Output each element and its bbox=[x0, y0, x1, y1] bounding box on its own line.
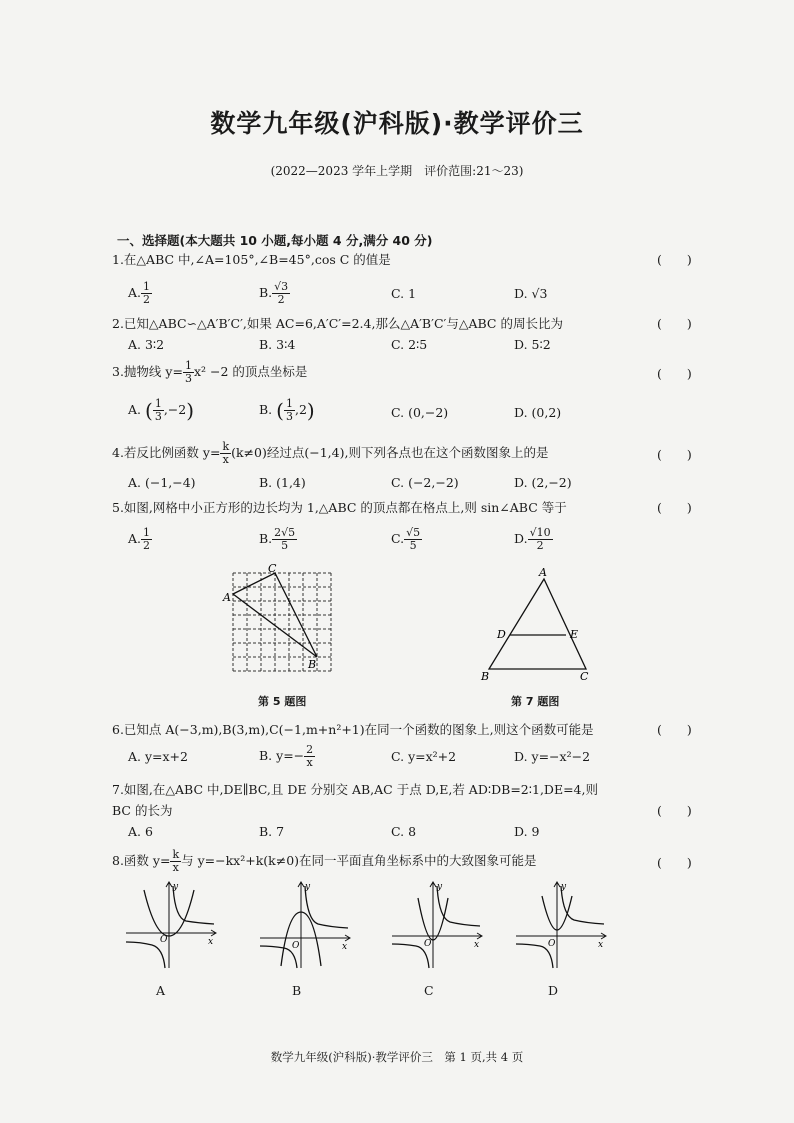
section-heading: 一、选择题(本大题共 10 小题,每小题 4 分,满分 40 分) bbox=[117, 233, 433, 248]
axis-y-label: y bbox=[305, 882, 311, 892]
figure-7-triangle bbox=[476, 566, 596, 684]
origin-label: O bbox=[292, 941, 300, 951]
q5-option-d: D. $\frac{√10}{2}$ bbox=[514, 526, 551, 552]
question-4-stem: 4.若反比例函数 y= $\frac{k}{x}$ (k≠0)经过点(−1,4),则下列各点也在这个函数图象上的是 bbox=[112, 440, 549, 466]
axis-x-label: x bbox=[474, 940, 480, 950]
triangle-abc-7 bbox=[489, 579, 586, 669]
q3-option-a: A. ( $\frac{1}{3}$ ,−2) bbox=[128, 397, 195, 423]
vertex-label-c: C bbox=[268, 562, 277, 575]
figure-5-caption: 第 5 题图 bbox=[258, 695, 307, 708]
page-title: 数学九年级(沪科版)·教学评价三 bbox=[210, 109, 584, 138]
q4-option-c: C. (−2,−2) bbox=[391, 475, 459, 490]
vertex-label-b: B bbox=[308, 658, 317, 671]
q2-option-d: D. 5∶2 bbox=[514, 337, 551, 352]
q1-option-b: B. $\frac{√3}{2}$ bbox=[259, 280, 289, 306]
origin-label: O bbox=[160, 935, 168, 945]
q5-option-c: C. $\frac{√5}{5}$ bbox=[391, 526, 421, 552]
q3-option-d: D. (0,2) bbox=[514, 405, 562, 420]
q6-option-a: A. y=x+2 bbox=[128, 749, 188, 764]
q8-label-c: C bbox=[424, 983, 434, 998]
answer-blank-8: ( ) bbox=[657, 855, 692, 870]
question-8-stem: 8.函数 y= $\frac{k}{x}$ 与 y=−kx²+k(k≠0)在同一平面直角坐标系中的大致图象可能是 bbox=[112, 848, 537, 874]
axis-x-label: x bbox=[598, 940, 604, 950]
q8-label-b: B bbox=[292, 983, 302, 998]
axis-x-label: x bbox=[208, 937, 214, 947]
vertex-label-a: A bbox=[223, 591, 231, 604]
question-7-stem-line-1: 7.如图,在△ABC 中,DE∥BC,且 DE 分别交 AB,AC 于点 D,E,若 AD∶DB=2∶1,DE=4,则 bbox=[112, 782, 598, 797]
q4-option-a: A. (−1,−4) bbox=[128, 475, 196, 490]
figure-7-caption: 第 7 题图 bbox=[511, 695, 560, 708]
q7-option-a: A. 6 bbox=[128, 824, 153, 839]
figure-5-grid bbox=[222, 562, 350, 682]
question-5-stem: 5.如图,网格中小正方形的边长均为 1,△ABC 的顶点都在格点上,则 sin∠ABC 等于 bbox=[112, 500, 567, 515]
q7-option-b: B. 7 bbox=[259, 824, 285, 839]
answer-blank-3: ( ) bbox=[657, 366, 692, 381]
q1-option-a: A. $\frac{1}{2}$ bbox=[128, 280, 151, 306]
page-footer: 数学九年级(沪科版)·教学评价三 第 1 页,共 4 页 bbox=[270, 1050, 524, 1064]
q2-option-c: C. 2∶5 bbox=[391, 337, 428, 352]
q7-option-d: D. 9 bbox=[514, 824, 540, 839]
q2-option-b: B. 3∶4 bbox=[259, 337, 296, 352]
question-2-stem: 2.已知△ABC∽△A′B′C′,如果 AC=6,A′C′=2.4,那么△A′B′C′与△ABC 的周长比为 bbox=[112, 316, 563, 331]
question-1-stem: 1.在△ABC 中,∠A=105°,∠B=45°,cos C 的值是 bbox=[112, 252, 391, 267]
q5-option-a: A. $\frac{1}{2}$ bbox=[128, 526, 151, 552]
q8-label-d: D bbox=[548, 983, 559, 998]
answer-blank-7: ( ) bbox=[657, 803, 692, 818]
q6-option-c: C. y=x²+2 bbox=[391, 749, 457, 764]
q8-label-a: A bbox=[156, 983, 166, 998]
axis-y-label: y bbox=[173, 882, 179, 892]
question-3-stem: 3.抛物线 y= $\frac{1}{3}$ x² −2 的顶点坐标是 bbox=[112, 359, 308, 385]
q8-graph-d bbox=[512, 878, 612, 970]
q6-option-b: B. y=− $\frac{2}{x}$ bbox=[259, 743, 314, 769]
q7-option-c: C. 8 bbox=[391, 824, 417, 839]
question-7-stem-line-2: BC 的长为 bbox=[112, 803, 173, 818]
q4-option-b: B. (1,4) bbox=[259, 475, 306, 490]
vertex-label-c7: C bbox=[580, 670, 589, 683]
answer-blank-6: ( ) bbox=[657, 722, 692, 737]
answer-blank-1: ( ) bbox=[657, 252, 692, 267]
vertex-label-a7: A bbox=[539, 566, 547, 579]
vertex-label-b7: B bbox=[481, 670, 490, 683]
origin-label: O bbox=[424, 939, 432, 949]
page-subtitle: (2022—2023 学年上学期 评价范围:21～23) bbox=[270, 164, 524, 178]
axis-x-label: x bbox=[342, 942, 348, 952]
q3-option-b: B. ( $\frac{1}{3}$ ,2) bbox=[259, 397, 315, 423]
answer-blank-2: ( ) bbox=[657, 316, 692, 331]
q3-option-c: C. (0,−2) bbox=[391, 405, 449, 420]
q8-graph-a bbox=[122, 878, 222, 970]
q1-option-d: D. √3 bbox=[514, 286, 548, 301]
q8-graph-b bbox=[256, 878, 356, 970]
question-6-stem: 6.已知点 A(−3,m),B(3,m),C(−1,m+n²+1)在同一个函数的图象上,则这个函数可能是 bbox=[112, 722, 594, 737]
q6-option-d: D. y=−x²−2 bbox=[514, 749, 591, 764]
origin-label: O bbox=[548, 939, 556, 949]
q4-option-d: D. (2,−2) bbox=[514, 475, 572, 490]
q8-graph-c bbox=[388, 878, 488, 970]
axis-y-label: y bbox=[561, 882, 567, 892]
answer-blank-5: ( ) bbox=[657, 500, 692, 515]
axis-y-label: y bbox=[437, 882, 443, 892]
vertex-label-d7: D bbox=[497, 628, 506, 641]
q5-option-b: B. $\frac{2√5}{5}$ bbox=[259, 526, 296, 552]
vertex-label-e7: E bbox=[570, 628, 579, 641]
q2-option-a: A. 3∶2 bbox=[128, 337, 165, 352]
answer-blank-4: ( ) bbox=[657, 447, 692, 462]
q1-option-c: C. 1 bbox=[391, 286, 417, 301]
